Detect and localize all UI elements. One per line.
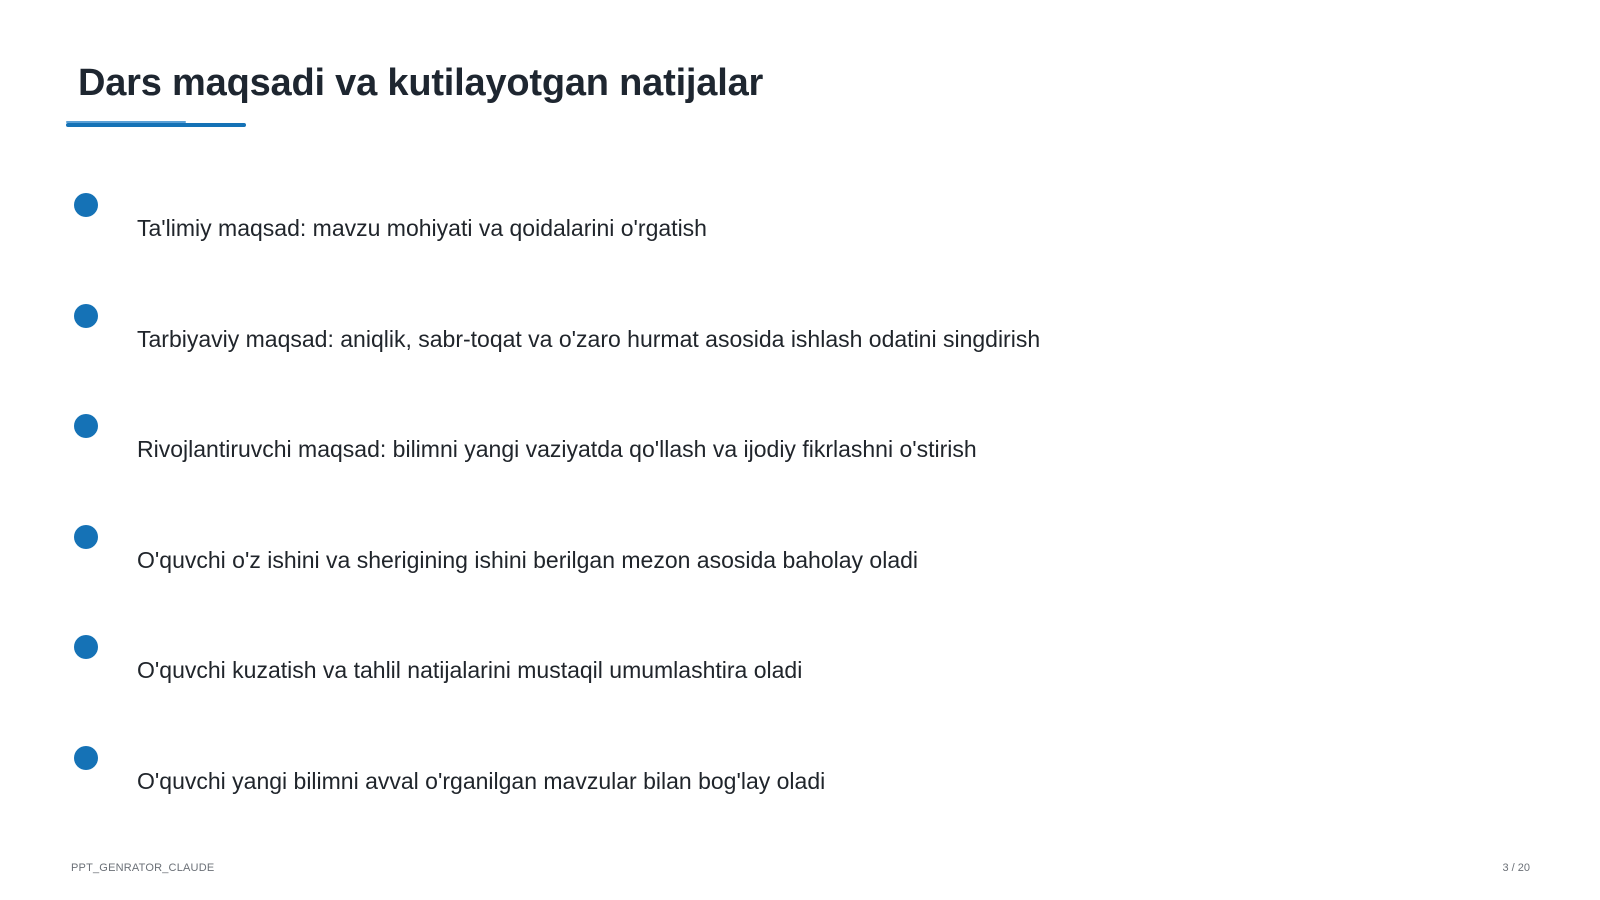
slide-title: Dars maqsadi va kutilayotgan natijalar [78, 62, 764, 104]
list-item [0, 304, 1500, 364]
bullet-dot-icon [74, 525, 98, 549]
bullet-text: Ta'limiy maqsad: mavzu mohiyati va qoidalarini o'rgatish [137, 215, 707, 241]
bullet-dot-icon [74, 635, 98, 659]
bullet-dot-icon [74, 304, 98, 328]
list-item [0, 635, 1500, 695]
list-item [0, 746, 1500, 806]
bullet-text: O'quvchi yangi bilimni avval o'rganilgan mavzular bilan bog'lay oladi [137, 768, 826, 794]
list-item [0, 414, 1500, 474]
bullet-dot-icon [74, 746, 98, 770]
footer-source: PPT_GENRATOR_CLAUDE [71, 862, 215, 874]
list-item [0, 193, 1500, 253]
page-number: 3 / 20 [1502, 862, 1530, 874]
bullet-text: O'quvchi o'z ishini va sherigining ishini berilgan mezon asosida baholay oladi [137, 547, 919, 573]
list-item [0, 525, 1500, 585]
bullet-text: O'quvchi kuzatish va tahlil natijalarini mustaqil umumlashtira oladi [137, 657, 803, 683]
bullet-dot-icon [74, 193, 98, 217]
bullet-text: Tarbiyaviy maqsad: aniqlik, sabr-toqat va o'zaro hurmat asosida ishlash odatini singdirish [137, 326, 1041, 352]
bullet-text: Rivojlantiruvchi maqsad: bilimni yangi vaziyatda qo'llash va ijodiy fikrlashni o'stirish [137, 436, 977, 462]
bullet-dot-icon [74, 414, 98, 438]
